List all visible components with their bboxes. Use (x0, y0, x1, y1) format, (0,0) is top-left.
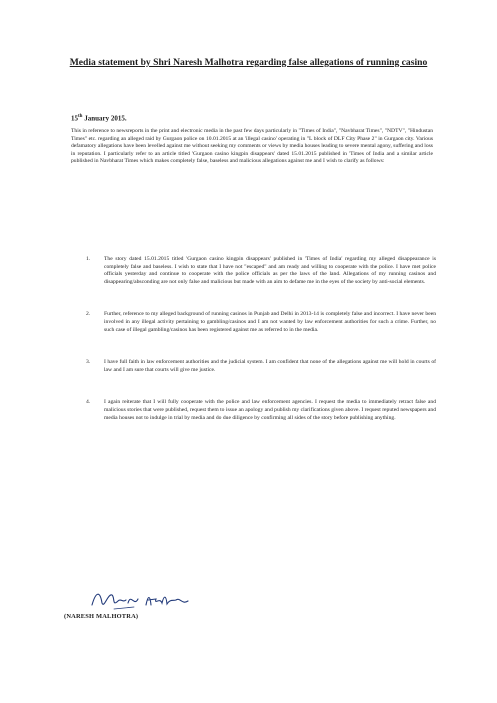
point-item (86, 311, 436, 334)
point-item (86, 359, 436, 374)
point-text: I have full faith in law enforcement authorities and the judicial system. I am confident that none of the allegations against me will hold in courts of law and I am sure that courts will give me justice. (104, 359, 436, 373)
numbered-points (86, 256, 436, 447)
point-number: 4. (86, 399, 91, 406)
date-day: 15 (71, 114, 78, 123)
signatory-name: (NARESH MALHOTRA) (64, 613, 139, 620)
document-date (71, 114, 127, 122)
document-title: Media statement by Shri Naresh Malhotra regarding false allegations of running casino (69, 57, 428, 68)
point-text: The story dated 15.01.2015 titled 'Gurgaon casino kingpin disappears' published in 'Times of India' regarding my alleged disappearance is completely false and baseless. I wish to state that I have not "escaped" and am ready and willing to cooperate with the police. I have met police officials yesterday and continue to cooperate with the police officials as per the laws of the land. Allegations of my running casinos and disappearing/absconding are not only false and malicious but made with an aim to defame me in the eyes of the society by anti-social elements. (104, 256, 436, 285)
point-number: 1. (86, 256, 91, 262)
intro-paragraph: This in reference to newsreports in the print and electronic media in the past few days particularly in "Times of India", "Navbharat Times", "NDTV", "Hindustan Times" etc. regarding an alleged raid by Gurgaon police on 10.01.2015 at an 'illegal casino' operating in "L block of DLF City Phase 2" in Gurgaon city. Various defamatory allegations have been levelled against me without seeking my comments or views by media houses leading to severe mental agony, suffering and loss in reputation. I particularly refer to an article titled 'Gurgaon casino kingpin disappears' dated 15.01.2015 published in 'Times of India and a similar article published in Navbharat Times which makes completely false, baseless and malicious allegations against me and I wish to clarify as follows: (71, 128, 433, 165)
point-text: Further, reference to my alleged background of running casinos in Punjab and Delhi in 2013-14 is completely false and incorrect. I have never been involved in any illegal activity pertaining to gambling/casinos and I am not wanted by law enforcement authorities for such a crime. Further, no such case of illegal gambling/casinos has been registered against me as referred to in the media. (104, 311, 436, 333)
date-suffix: th (78, 114, 83, 119)
point-number: 3. (86, 359, 91, 366)
point-item (86, 256, 436, 286)
point-item (86, 399, 436, 422)
date-rest: January 2015. (82, 114, 127, 123)
handwritten-signature (88, 585, 208, 615)
point-text: I again reiterate that I will fully cooperate with the police and law enforcement agencies. I request the media to immediately retract false and malicious stories that were published, request them to issue an apology and publish my clarifications given above. I request reputed newspapers and media houses not to indulge in trial by media and do due diligence by confirming all sides of the story before publishing anything. (104, 399, 436, 421)
point-number: 2. (86, 311, 91, 318)
